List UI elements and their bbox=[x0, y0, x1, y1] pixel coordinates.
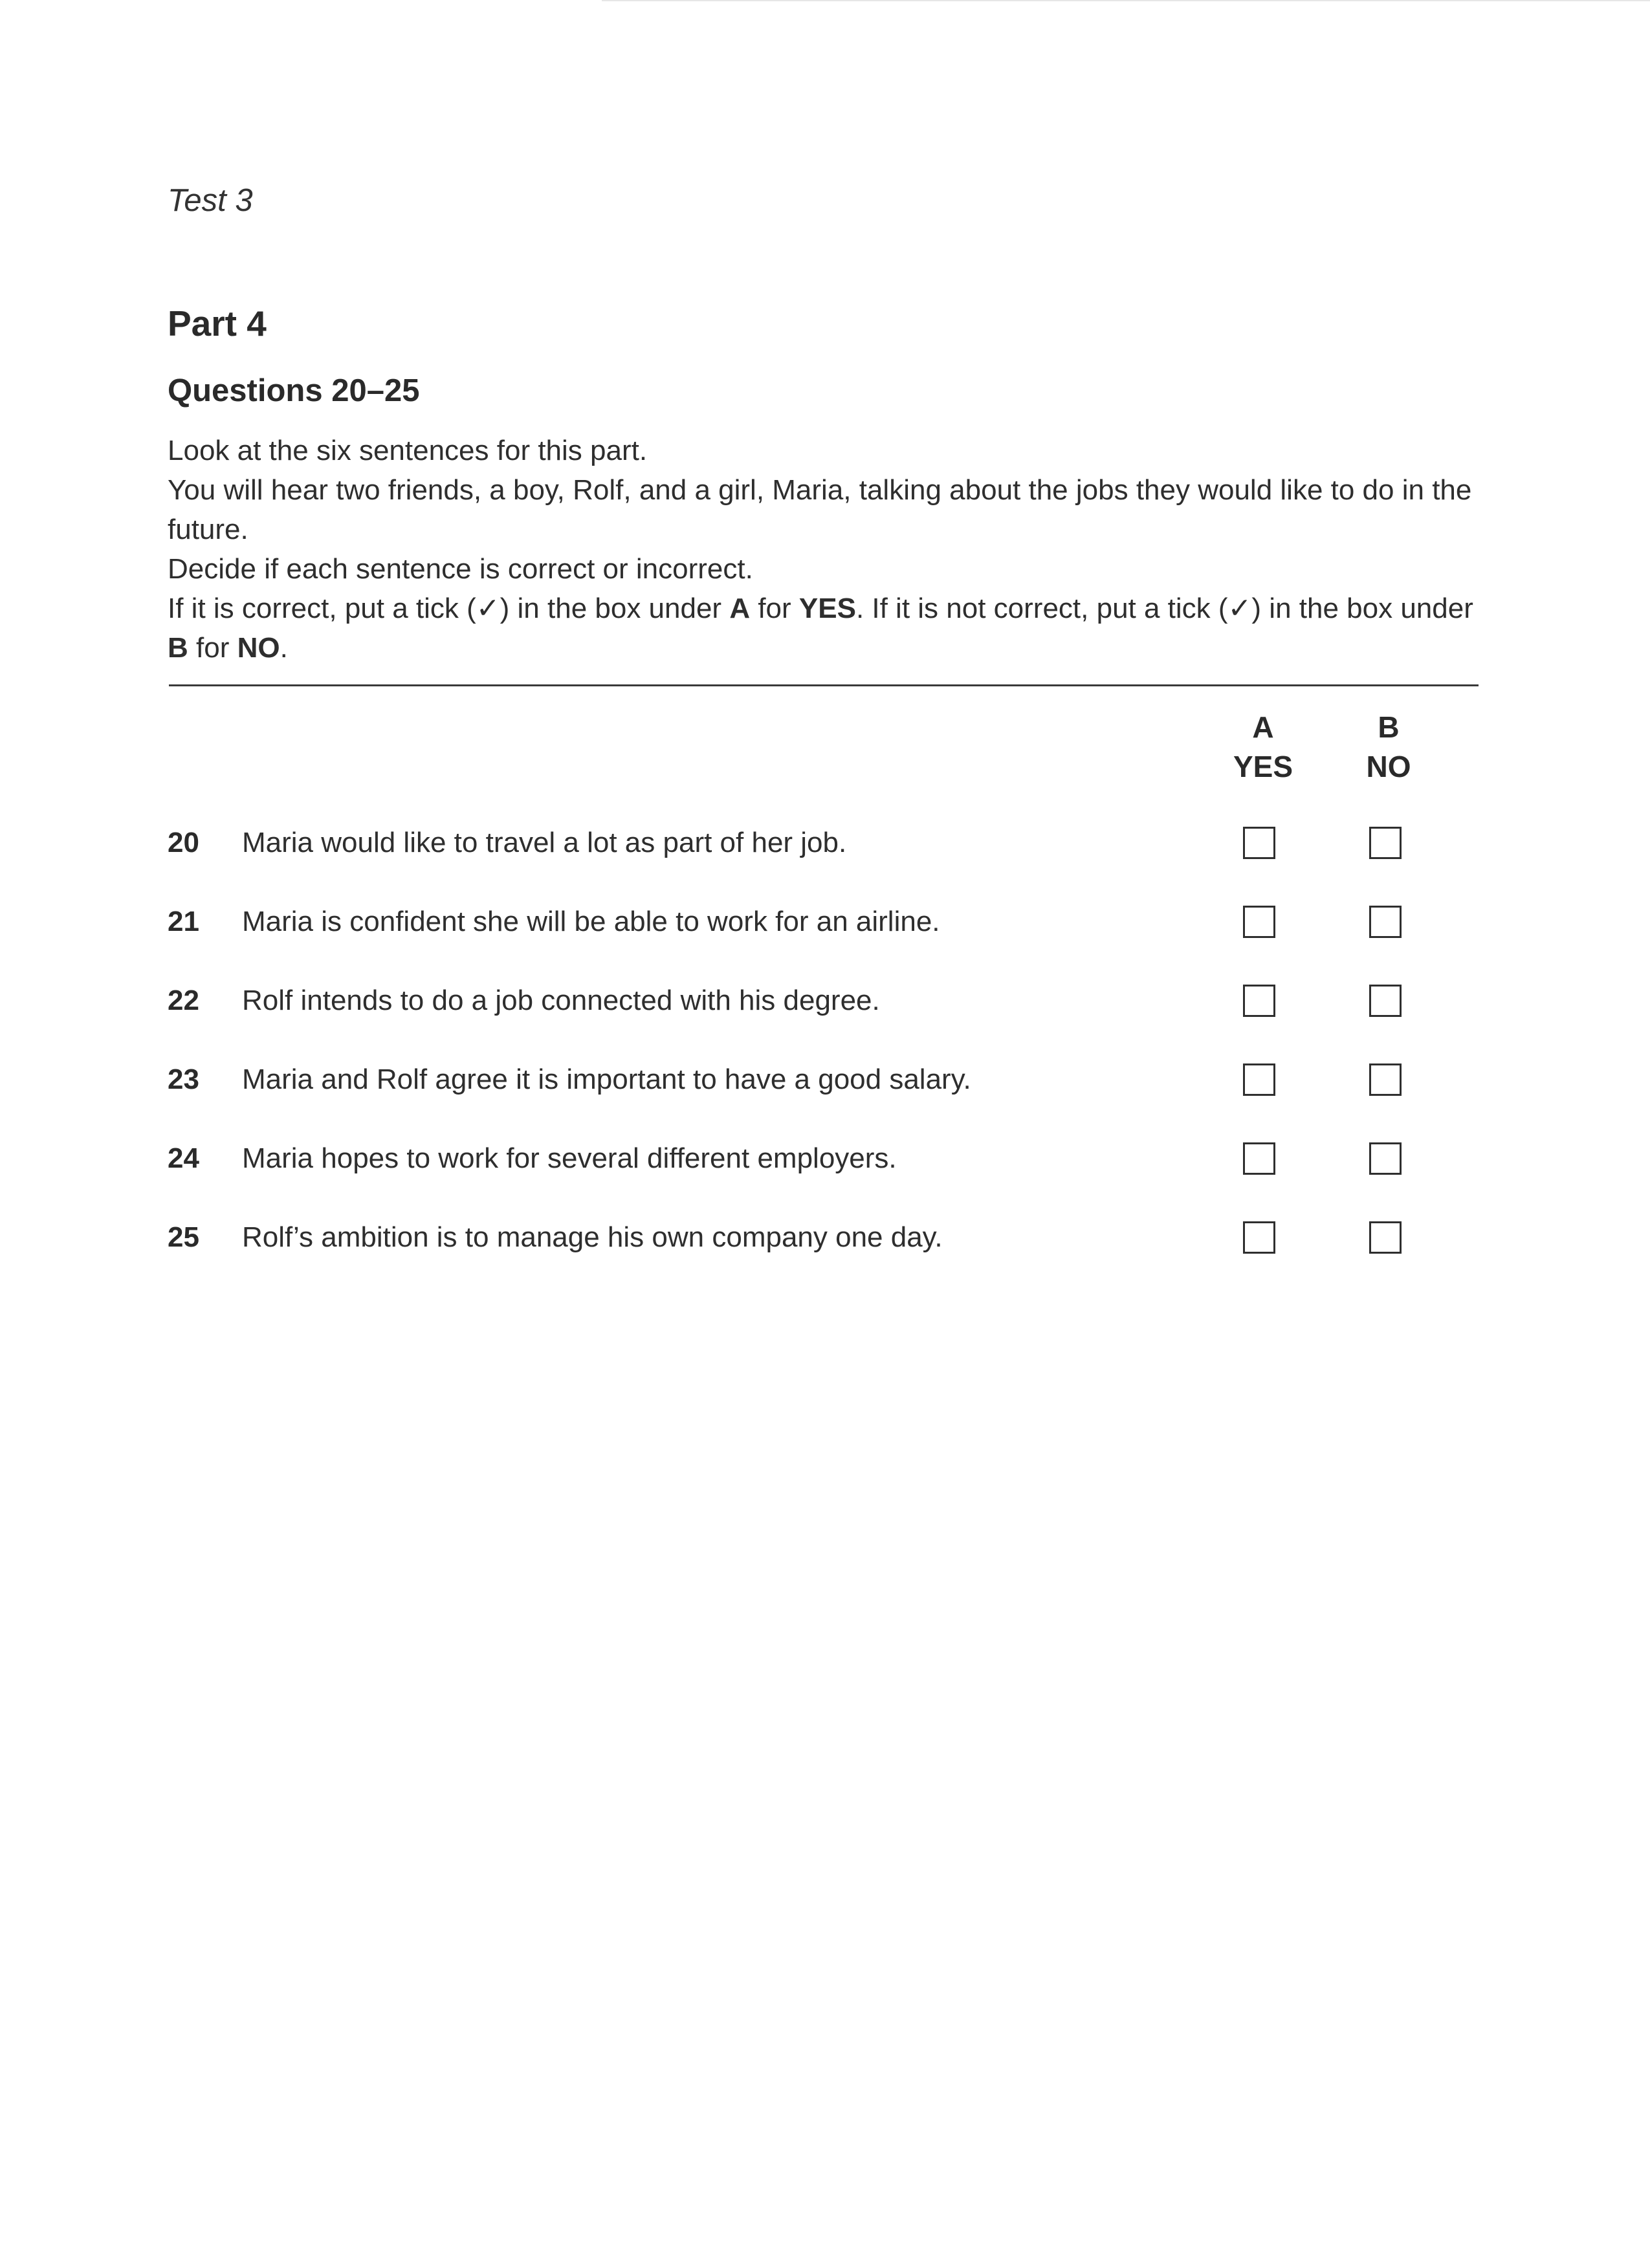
answer-box-no[interactable] bbox=[1369, 1063, 1402, 1096]
column-b-letter: B bbox=[1378, 710, 1400, 744]
answer-box-yes[interactable] bbox=[1243, 1063, 1275, 1096]
answer-box-yes[interactable] bbox=[1243, 1142, 1275, 1175]
page-header-test-label: Test 3 bbox=[168, 183, 253, 218]
question-text: Maria would like to travel a lot as part of her job. bbox=[242, 827, 847, 858]
answer-box-no[interactable] bbox=[1369, 1221, 1402, 1254]
question-text: Maria is confident she will be able to work for an airline. bbox=[242, 906, 940, 937]
questions-range-heading: Questions 20–25 bbox=[168, 373, 420, 408]
question-number: 20 bbox=[168, 827, 199, 858]
answer-box-no[interactable] bbox=[1369, 906, 1402, 938]
instruction-text: . If it is not correct, put a tick (✓) in the box under bbox=[855, 593, 1473, 624]
instruction-bold: YES bbox=[798, 593, 856, 624]
question-number: 22 bbox=[168, 985, 199, 1016]
instruction-text: for bbox=[188, 632, 237, 664]
answer-box-no[interactable] bbox=[1369, 1142, 1402, 1175]
answer-box-yes[interactable] bbox=[1243, 1221, 1275, 1254]
instruction-line-1: Look at the six sentences for this part. bbox=[168, 435, 648, 466]
question-row bbox=[168, 1139, 1488, 1184]
column-header-b bbox=[1324, 708, 1453, 787]
question-text: Maria and Rolf agree it is important to have a good salary. bbox=[242, 1063, 971, 1095]
instruction-bold: NO bbox=[237, 632, 280, 664]
answer-box-yes[interactable] bbox=[1243, 985, 1275, 1017]
answer-box-yes[interactable] bbox=[1243, 827, 1275, 859]
question-number: 25 bbox=[168, 1221, 199, 1253]
instruction-line-4 bbox=[168, 589, 1488, 668]
column-b-label: NO bbox=[1366, 750, 1411, 783]
question-row bbox=[168, 981, 1488, 1026]
column-a-label: YES bbox=[1233, 750, 1293, 783]
question-number: 23 bbox=[168, 1063, 199, 1095]
instruction-bold: A bbox=[729, 593, 751, 624]
column-header-a bbox=[1198, 708, 1328, 787]
question-number: 21 bbox=[168, 906, 199, 937]
answer-box-yes[interactable] bbox=[1243, 906, 1275, 938]
question-number: 24 bbox=[168, 1142, 199, 1174]
question-row bbox=[168, 823, 1488, 868]
instruction-text: If it is correct, put a tick (✓) in the box under bbox=[168, 593, 730, 624]
instructions-block bbox=[168, 431, 1488, 668]
section-divider bbox=[169, 684, 1479, 686]
scan-edge-mark bbox=[602, 0, 1650, 1]
instruction-line-3: Decide if each sentence is correct or incorrect. bbox=[168, 553, 753, 585]
instruction-bold: B bbox=[168, 632, 188, 664]
instruction-text: . bbox=[280, 632, 288, 664]
column-a-letter: A bbox=[1252, 710, 1274, 744]
instruction-text: for bbox=[750, 593, 799, 624]
part-title: Part 4 bbox=[168, 303, 267, 343]
answer-box-no[interactable] bbox=[1369, 827, 1402, 859]
answer-box-no[interactable] bbox=[1369, 985, 1402, 1017]
question-row bbox=[168, 1217, 1488, 1263]
question-text: Rolf’s ambition is to manage his own company one day. bbox=[242, 1221, 943, 1253]
question-row bbox=[168, 1060, 1488, 1105]
question-text: Rolf intends to do a job connected with his degree. bbox=[242, 985, 880, 1016]
question-row bbox=[168, 902, 1488, 947]
instruction-line-2: You will hear two friends, a boy, Rolf, and a girl, Maria, talking about the jobs they would like to do in the future. bbox=[168, 474, 1472, 545]
question-text: Maria hopes to work for several different employers. bbox=[242, 1142, 897, 1174]
